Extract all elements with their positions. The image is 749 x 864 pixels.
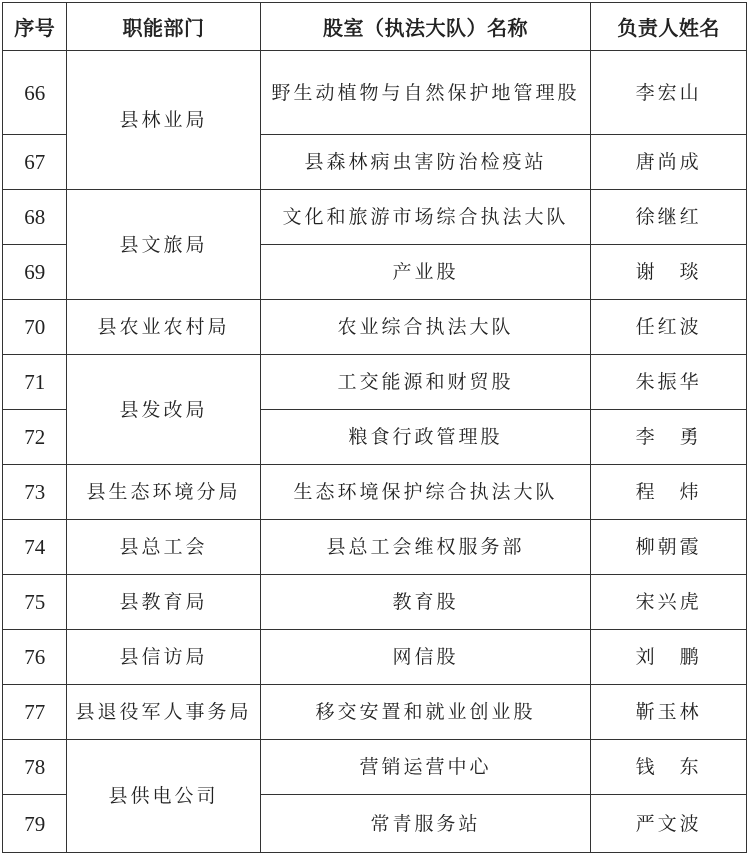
- row-no: 67: [3, 135, 67, 190]
- row-dept: 县林业局: [67, 51, 260, 190]
- row-dept: 县教育局: [67, 575, 260, 630]
- table-row: [3, 300, 747, 355]
- row-dept: 县供电公司: [67, 740, 260, 853]
- row-dept: 县农业农村局: [67, 300, 260, 355]
- row-no: 77: [3, 685, 67, 740]
- row-dept: 县退役军人事务局: [67, 685, 260, 740]
- row-person: 刘 鹏: [591, 630, 747, 685]
- row-person: 李 勇: [591, 410, 747, 465]
- row-no: 73: [3, 465, 67, 520]
- row-office: 文化和旅游市场综合执法大队: [260, 190, 591, 245]
- table-row: [3, 740, 747, 795]
- row-dept: 县信访局: [67, 630, 260, 685]
- row-person: 严文波: [591, 795, 747, 853]
- row-person: 李宏山: [591, 51, 747, 135]
- row-office: 常青服务站: [260, 795, 591, 853]
- header-person: 负责人姓名: [591, 3, 747, 51]
- row-office: 农业综合执法大队: [260, 300, 591, 355]
- row-dept: 县文旅局: [67, 190, 260, 300]
- row-dept: 县总工会: [67, 520, 260, 575]
- table-row: [3, 630, 747, 685]
- table-row: [3, 355, 747, 410]
- header-office: 股室（执法大队）名称: [260, 3, 591, 51]
- row-no: 74: [3, 520, 67, 575]
- table-row: [3, 520, 747, 575]
- row-person: 钱 东: [591, 740, 747, 795]
- row-no: 75: [3, 575, 67, 630]
- row-office: 教育股: [260, 575, 591, 630]
- row-no: 78: [3, 740, 67, 795]
- table-row: [3, 685, 747, 740]
- row-dept: 县生态环境分局: [67, 465, 260, 520]
- row-office: 移交安置和就业创业股: [260, 685, 591, 740]
- row-person: 谢 琰: [591, 245, 747, 300]
- row-no: 69: [3, 245, 67, 300]
- row-no: 71: [3, 355, 67, 410]
- row-office: 工交能源和财贸股: [260, 355, 591, 410]
- row-person: 程 炜: [591, 465, 747, 520]
- row-person: 靳玉林: [591, 685, 747, 740]
- row-office: 县总工会维权服务部: [260, 520, 591, 575]
- header-no: 序号: [3, 3, 67, 51]
- row-no: 76: [3, 630, 67, 685]
- row-person: 任红波: [591, 300, 747, 355]
- row-office: 生态环境保护综合执法大队: [260, 465, 591, 520]
- row-office: 营销运营中心: [260, 740, 591, 795]
- row-no: 66: [3, 51, 67, 135]
- row-no: 72: [3, 410, 67, 465]
- row-no: 70: [3, 300, 67, 355]
- row-office: 县森林病虫害防治检疫站: [260, 135, 591, 190]
- row-person: 朱振华: [591, 355, 747, 410]
- row-office: 野生动植物与自然保护地管理股: [260, 51, 591, 135]
- row-person: 唐尚成: [591, 135, 747, 190]
- row-dept: 县发改局: [67, 355, 260, 465]
- table-row: [3, 465, 747, 520]
- row-no: 79: [3, 795, 67, 853]
- row-person: 柳朝霞: [591, 520, 747, 575]
- header-row: [3, 3, 747, 51]
- responsibility-table: [2, 2, 747, 853]
- row-office: 网信股: [260, 630, 591, 685]
- table-row: [3, 190, 747, 245]
- row-office: 产业股: [260, 245, 591, 300]
- row-office: 粮食行政管理股: [260, 410, 591, 465]
- table-row: [3, 575, 747, 630]
- row-person: 徐继红: [591, 190, 747, 245]
- row-person: 宋兴虎: [591, 575, 747, 630]
- row-no: 68: [3, 190, 67, 245]
- header-dept: 职能部门: [67, 3, 260, 51]
- table-row: [3, 51, 747, 135]
